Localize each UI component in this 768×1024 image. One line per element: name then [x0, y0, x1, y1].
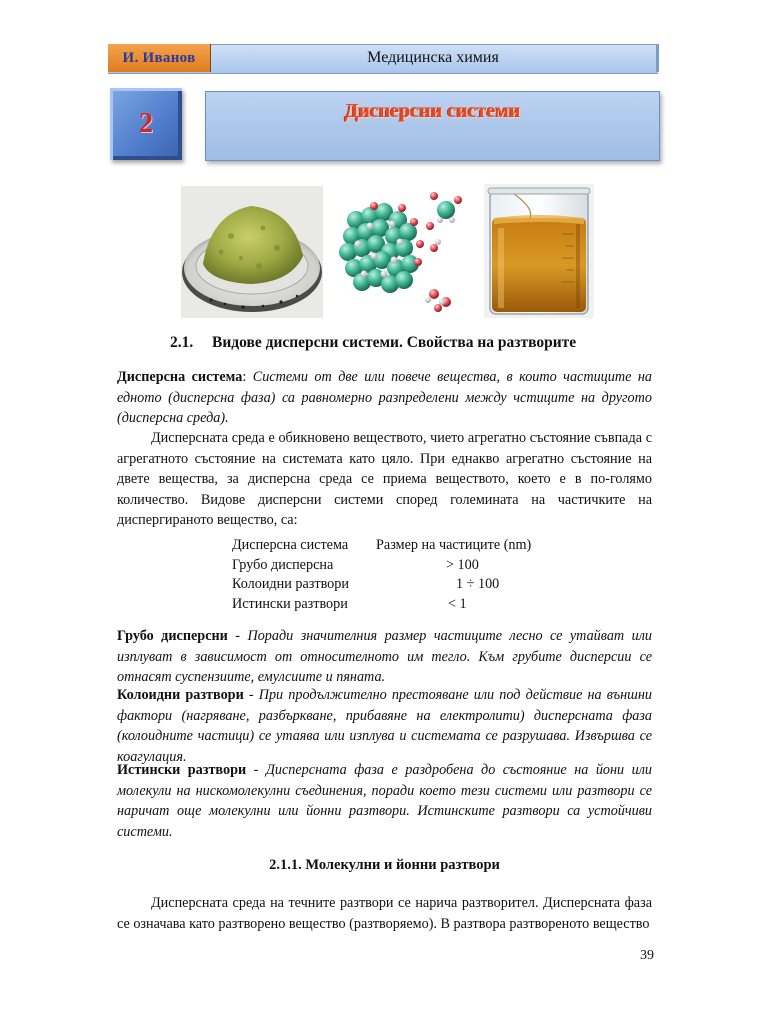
definition-paragraph	[117, 367, 652, 429]
type-dash: -	[227, 628, 248, 644]
green-powder-image	[181, 186, 323, 318]
subsection-heading: 2.1.1. Молекулни и йонни разтвори	[269, 857, 500, 873]
header-divider	[656, 44, 659, 72]
coarse-dispersion-paragraph	[117, 626, 652, 688]
table-cell-system: Истински разтвори	[232, 595, 348, 612]
type-term: Грубо дисперсни	[117, 628, 228, 644]
book-title: Медицинска химия	[367, 49, 499, 66]
chapter-number: 2	[139, 108, 153, 139]
chapter-number-badge	[110, 88, 182, 160]
section-title: Видове дисперсни системи. Свойства на разтворите	[212, 334, 577, 351]
table-cell-size: > 100	[446, 556, 479, 573]
table-header-system: Дисперсна система	[232, 537, 349, 553]
type-text: При продължително престояване или под действие на външни фактори (нагряване, разбъркване, прибавяне на електролити) дисперсната фаза (колоидните частици) се утаява или изплува и системата се разрушава. Извършва се коагулация.	[117, 687, 652, 765]
beaker-image	[484, 184, 594, 318]
body-paragraph-1: Дисперсната среда е обикновено веществото, чието агрегатно състояние съвпада с агрегатното състояние на системата като цяло. При еднакво агрегатно състояние на двете вещества, за дисперсна среда се приема веществото, което е в по-голямо количество. Видове дисперсни системи според големината на частичките на диспергираното вещество, са:	[117, 430, 652, 528]
definition-colon: :	[242, 369, 247, 385]
type-dash: -	[243, 687, 259, 703]
molecule-model-image	[334, 186, 474, 320]
type-term: Колоидни разтвори	[117, 687, 244, 703]
type-text: Дисперсната фаза е раздробена до състояние на йони или молекули на нискомолекулни съединения, поради което тези системи или разтвори се наричат още молекулни или йонни разтвори. Истинските разтвори са устойчиви системи.	[117, 762, 652, 840]
section-number: 2.1.	[170, 334, 194, 351]
body-paragraph-2: Дисперсната среда на течните разтвори се нарича разтворител. Дисперсната фаза се означава като разтворено вещество (разтворяемо). В разтвора разтвореното вещество	[117, 895, 652, 932]
table-header-size: Размер на частиците (nm)	[376, 537, 532, 553]
table-cell-size: 1 ÷ 100	[456, 576, 500, 592]
table-cell-system: Грубо дисперсна	[232, 556, 334, 573]
definition-text: Системи от две или повече вещества, в които частиците на едното (дисперсна фаза) са равномерно разпределени между чстиците на другото (дисперсна среда).	[117, 369, 653, 426]
chapter-title: Дисперсни системи	[344, 100, 521, 122]
type-term: Истински разтвори	[117, 762, 247, 778]
type-text: Поради значителния размер частиците лесно се утайват или изплуват в зависимост от относителното им тегло. Към грубите дисперсии се отнасят суспензиите, емулсиите и пяната.	[117, 628, 652, 685]
definition-term: Дисперсна система	[117, 369, 243, 385]
author-label: И. Иванов	[108, 44, 211, 72]
section-heading	[170, 334, 630, 352]
true-solution-paragraph	[117, 760, 652, 842]
page-number: 39	[640, 948, 654, 963]
table-cell-system: Колоидни разтвори	[232, 576, 349, 592]
type-dash: -	[246, 762, 266, 778]
table-cell-size: < 1	[448, 595, 467, 612]
colloid-solution-paragraph	[117, 685, 652, 767]
